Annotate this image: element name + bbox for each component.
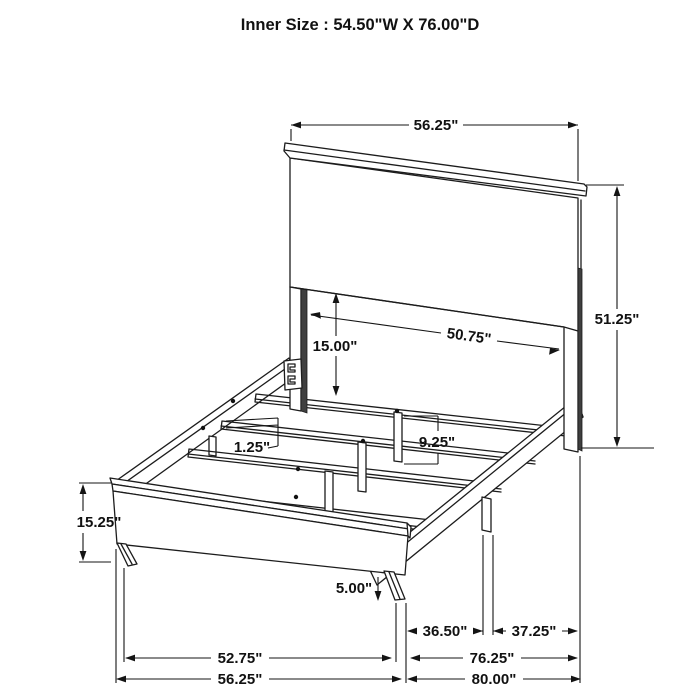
dim-label-overall-depth: 80.00" <box>471 671 517 688</box>
slat-leg-c <box>325 471 333 514</box>
dim-footboard-width <box>116 671 402 688</box>
dim-label-footboard-inner-span: 52.75" <box>217 650 263 667</box>
dim-overall-depth <box>407 671 581 688</box>
headboard <box>284 143 587 452</box>
screw-dot <box>296 467 300 471</box>
dim-label-headboard-width: 56.25" <box>413 117 459 134</box>
headboard-right-leg-side <box>578 268 582 451</box>
right-rail-rear-leg <box>482 497 491 532</box>
slat-leg-9in <box>394 412 402 462</box>
screw-dot <box>201 426 205 430</box>
dim-label-leg-to-support: 36.50" <box>422 623 468 640</box>
slat-leg-b <box>358 442 366 492</box>
screw-dot <box>361 439 365 443</box>
dim-label-support-to-headboard: 37.25" <box>511 623 557 640</box>
headboard-left-leg-side <box>301 289 307 413</box>
dim-leg-to-support <box>407 623 483 640</box>
screw-dot <box>395 409 399 413</box>
dim-slat-thickness <box>226 418 278 456</box>
screw-dot <box>294 495 298 499</box>
dim-footboard-inner-span <box>125 650 392 667</box>
page-title: Inner Size : 54.50"W X 76.00"D <box>240 16 480 34</box>
screw-dot <box>231 399 235 403</box>
dim-label-front-leg-height: 5.00" <box>335 580 373 597</box>
dim-label-footboard-height: 15.25" <box>76 514 122 531</box>
dim-label-slat-leg-height: 9.25" <box>418 434 456 451</box>
left-rail-rear-leg <box>209 436 216 456</box>
left-side-rail <box>113 358 297 501</box>
rail-hook-bracket <box>284 359 302 390</box>
dim-label-panel-gap: 15.00" <box>312 338 358 355</box>
dim-label-slat-thickness: 1.25" <box>233 439 271 456</box>
dim-label-headboard-height: 51.25" <box>594 311 640 328</box>
dim-panel-gap <box>313 293 358 396</box>
dim-label-footboard-width: 56.25" <box>217 671 263 688</box>
dim-support-to-headboard <box>493 623 578 640</box>
headboard-left-leg <box>290 287 301 411</box>
dim-label-inner-width: 50.75" <box>445 324 493 349</box>
dim-headboard-height <box>581 185 654 448</box>
dim-label-rail-span: 76.25" <box>469 650 515 667</box>
bed-frame-illustration <box>110 143 587 600</box>
dim-rail-span <box>410 650 578 667</box>
